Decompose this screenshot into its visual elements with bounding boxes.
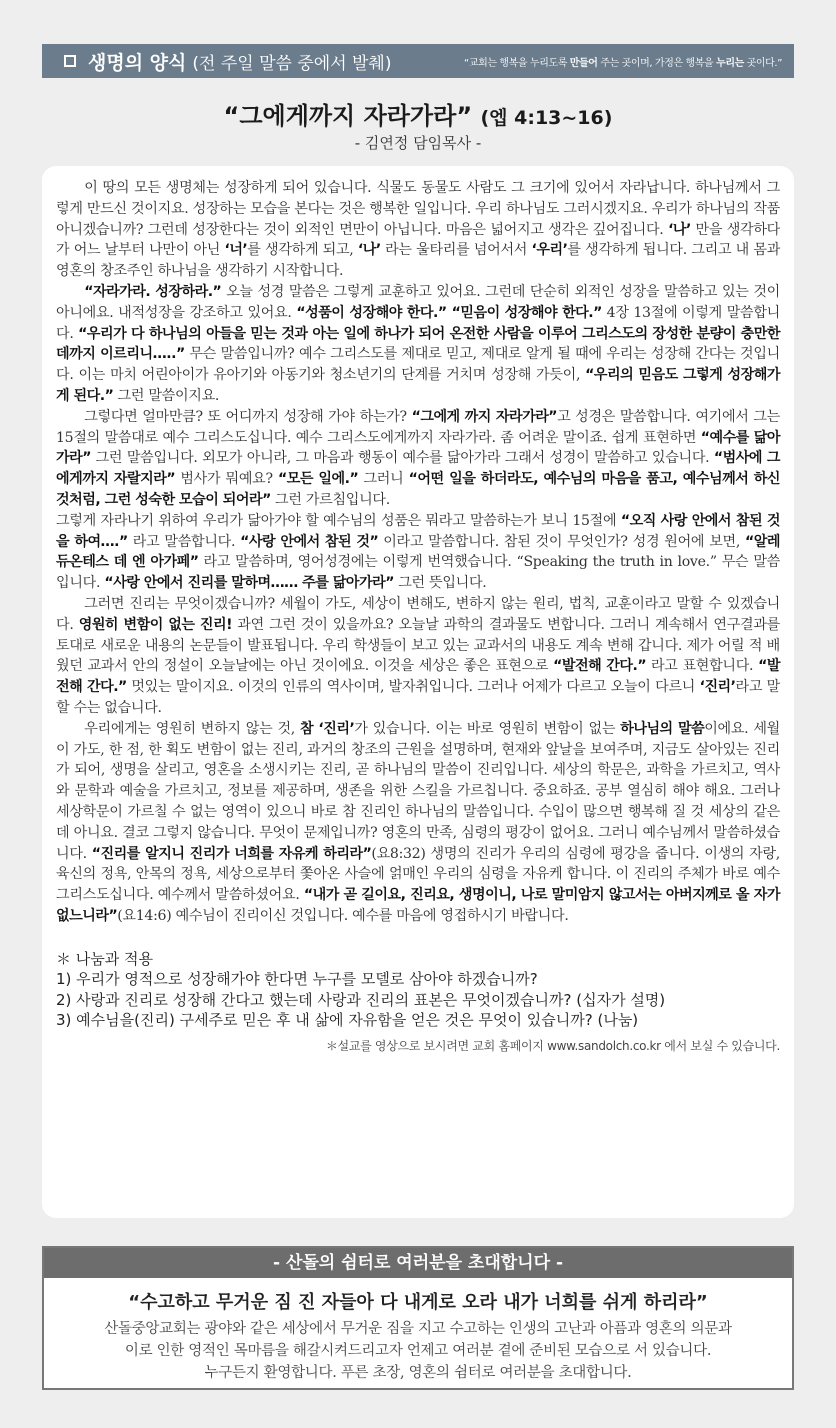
video-note: ＊설교를 영상으로 보시려면 교회 홈페이지 www.sandolch.co.kr 에서 보실 수 있습니다. xyxy=(325,1038,780,1053)
application-section xyxy=(56,949,780,1031)
preacher-name: - 김연정 담임목사 - xyxy=(354,134,482,152)
emphasis-text: ‘진리’ xyxy=(699,679,736,696)
emphasis-text: “발전해 간다.” xyxy=(553,658,647,675)
motto-part: 곳이다.” xyxy=(743,57,782,69)
emphasis-text: ‘나’ xyxy=(357,242,381,259)
church-motto xyxy=(464,54,782,69)
paragraph-text: 라고 말씀하며, 영어성경에는 이렇게 번역했습니다. “Speaking the truth in love.” 무슨 말씀입니다. xyxy=(56,554,780,592)
emphasis-text: “성품이 성장해야 한다.” “믿음이 성장해야 한다.” xyxy=(296,304,602,321)
emphasis-text: “어떤 일을 하더라도, 예수님의 마음을 품고, 예수님께서 하신 것처럼, 그런 성숙한 모습이 되어라” xyxy=(56,471,780,508)
paragraph-text: 우리에게는 영원히 변하지 않는 것, xyxy=(84,720,301,737)
invitation-box xyxy=(42,1246,794,1390)
paragraph-text: 이 땅의 모든 생명체는 성장하게 되어 있습니다. 식물도 동물도 사람도 그 크기에 있어서 자라납니다. 하나님께서 그렇게 만드신 것이지요. 성장하는 모습을 본다는 것은 행복한 일입니다. 우리 하나님도 그러시겠지요. 우리가 하나님의 작품 아니겠습니까? 그런데 성장한다는 것이 외적인 면만이 아닙니다. 마음은 넓어지고 생각은 깊어집니다. xyxy=(56,180,780,238)
emphasis-text: “모든 일에.” xyxy=(277,471,359,488)
paragraph-text: (요8:32) 생명의 진리가 우리의 심령에 평강을 줍니다. 이생의 자랑, 육신의 정욕, 안목의 정욕, 세상으로부터 쫓아온 사슬에 얽매인 우리의 심령을 자유케 합니다. 이 진리의 주체가 바로 예수 그리스도십니다. 예수께서 말씀하셨어요. xyxy=(56,845,780,904)
emphasis-text: “범사에 그에게까지 자랄지라” xyxy=(56,450,780,488)
paragraph-text: 그런 말씀이지요. xyxy=(113,387,220,404)
paragraph-text: 그런 뜻입니다. xyxy=(394,575,487,592)
sermon-title-text: “그에게까지 자라가라” xyxy=(223,102,473,130)
paragraph-text: (요14:6) 예수님이 진리이신 것입니다. 예수를 마음에 영접하시기 바랍니다. xyxy=(117,907,569,924)
emphasis-text: 영원히 변함이 없는 진리! xyxy=(78,616,233,633)
sermon-paragraph xyxy=(56,594,780,719)
emphasis-text: “자라가라. 성장하라.” xyxy=(84,283,222,300)
section-header xyxy=(42,44,794,78)
section-subtitle: (전 주일 말씀 중에서 발췌) xyxy=(192,53,392,74)
motto-emphasis: 누리는 xyxy=(716,57,744,69)
emphasis-text: ‘나’ xyxy=(668,221,691,238)
sermon-card xyxy=(42,166,794,1218)
invitation-line: 누구든지 환영합니다. 푸른 초장, 영혼의 쉼터로 여러분을 초대합니다. xyxy=(204,1365,632,1381)
sermon-paragraph xyxy=(56,719,780,927)
paragraph-text: 범사가 뭐예요? xyxy=(175,471,278,488)
paragraph-text: 그런 가르침입니다. xyxy=(270,491,390,508)
emphasis-text: “오직 사랑 안에서 참된 것을 하여….” xyxy=(56,512,780,550)
paragraph-text: 라고 표현합니다. xyxy=(646,658,759,675)
emphasis-text: “우리의 믿음도 그렇게 성장해가게 된다.” xyxy=(56,367,780,404)
sermon-paragraph xyxy=(56,511,780,594)
emphasis-text: 참 ‘진리’ xyxy=(300,720,355,737)
paragraph-text: 과연 그런 것이 있을까요? 오늘날 과학의 결과물도 변합니다. 그러니 계속해서 연구결과를 토대로 새로운 내용의 논문들이 발표됩니다. 우리 학생들이 보고 있는 교과서의 내용도 계속 변해 갑니다. 제가 어릴 적 배웠던 교과서 안의 정설이 오늘날에는 아닌 것이에요. 이것을 세상은 좋은 표현으로 xyxy=(56,616,780,675)
emphasis-text: “사랑 안에서 참된 것” xyxy=(240,533,379,550)
paragraph-text: 이라고 말씀합니다. 참된 것이 무엇인가? 성경 원어에 보면, xyxy=(378,533,745,550)
application-heading: ＊ 나눔과 적용 xyxy=(56,949,153,968)
paragraph-text: 그렇다면 얼마만큼? 또 어디까지 성장해 가야 하는가? xyxy=(84,408,412,425)
scripture-reference: (엡 4:13~16) xyxy=(480,107,613,129)
emphasis-text: “진리를 알지니 진리가 너희를 자유케 하리라” xyxy=(91,845,372,862)
paragraph-text: 그런 말씀입니다. 외모가 아니라, 그 마음과 행동이 예수를 닮아가라 그래서 성경이 말씀하고 있습니다. xyxy=(91,450,714,467)
sermon-title xyxy=(0,96,836,131)
paragraph-text: 만을 생각하다가 어느 날부터 나만이 아닌 xyxy=(56,221,780,259)
paragraph-text: 그러니 xyxy=(358,471,409,488)
paragraph-text: 무슨 말씀입니까? 예수 그리스도를 제대로 믿고, 제대로 알게 될 때에 우리는 성장해 간다는 것입니다. 이는 마치 어린아이가 유아기와 아동기와 청소년기의 단계를 거치며 성장해 가듯이, xyxy=(56,346,780,384)
emphasis-text: ‘너’ xyxy=(224,242,248,259)
paragraph-text: 를 생각하게 됩니다. 그리고 내 몸과 영혼의 창조주인 하나님을 생각하기 시작합니다. xyxy=(56,242,781,280)
emphasis-text: “내가 곧 길이요, 진리요, 생명이니, 나로 말미암지 않고서는 아버지께로 올 자가 없느니라” xyxy=(56,887,780,924)
invitation-line: 산돌중앙교회는 광야와 같은 세상에서 무거운 짐을 지고 수고하는 인생의 고난과 아픔과 영혼의 의문과 xyxy=(104,1321,732,1337)
paragraph-text: 를 생각하게 되고, xyxy=(247,242,358,259)
emphasis-text: “그에게 까지 자라가라” xyxy=(411,408,558,425)
invitation-heading: - 산돌의 쉼터로 여러분을 초대합니다 - xyxy=(44,1248,792,1278)
invitation-description xyxy=(44,1318,792,1384)
emphasis-text: “예수를 닮아가라” xyxy=(56,429,780,467)
emphasis-text: “알레듀온테스 데 엔 아가페” xyxy=(56,533,780,571)
paragraph-text: 라고 말할 수는 없습니다. xyxy=(56,679,780,716)
sermon-paragraph xyxy=(56,282,780,407)
paragraph-text: 멋있는 말이지요. 이것의 인류의 역사이며, 발자취입니다. 그러나 어제가 다르고 오늘이 다르니 xyxy=(126,679,700,696)
invitation-line: 이로 인한 영적인 목마름을 해갈시켜드리고자 언제고 여러분 곁에 준비된 모습으로 서 있습니다. xyxy=(124,1343,712,1359)
emphasis-text: “발전해 간다.” xyxy=(56,658,780,696)
sermon-body xyxy=(56,178,780,927)
paragraph-text: 그러면 진리는 무엇이겠습니까? 세월이 가도, 세상이 변해도, 변하지 않는 원리, 법칙, 교훈이라고 말할 수 있겠습니다. xyxy=(56,595,780,633)
paragraph-text: 4장 13절에 이렇게 말씀합니다. xyxy=(56,304,780,342)
invitation-verse: “수고하고 무거운 짐 진 자들아 다 내게로 오라 내가 너희를 쉬게 하리라” xyxy=(128,1292,708,1313)
sermon-paragraph xyxy=(56,407,780,511)
emphasis-text: “사랑 안에서 진리를 말하며…… 주를 닮아가라” xyxy=(104,575,395,592)
application-question: 2) 사랑과 진리로 성장해 간다고 했는데 사랑과 진리의 표본은 무엇이겠습니까? (십자가 설명) xyxy=(56,990,666,1009)
paragraph-text: 오늘 성경 말씀은 그렇게 교훈하고 있어요. 그런데 단순히 외적인 성장을 말씀하고 있는 것이 아니에요. 내적성장을 강조하고 있어요. xyxy=(56,283,780,321)
emphasis-text: ‘우리’ xyxy=(531,242,568,259)
motto-emphasis: 만들어 xyxy=(569,57,598,69)
emphasis-text: 하나님의 말씀 xyxy=(620,720,705,737)
paragraph-text: 라는 울타리를 넘어서서 xyxy=(380,242,532,259)
paragraph-text: 가 있습니다. 이는 바로 영원히 변함이 없는 xyxy=(354,720,621,737)
paragraph-text: 그렇게 자라나기 위하여 우리가 닮아가야 할 예수님의 성품은 뭐라고 말씀하는가 보니 15절에 xyxy=(56,512,621,529)
square-bullet-icon xyxy=(64,55,76,67)
application-question: 3) 예수님을(진리) 구세주로 믿은 후 내 삶에 자유함을 얻은 것은 무엇이 있습니까? (나눔) xyxy=(56,1011,639,1030)
paragraph-text: 이에요. 세월이 가도, 한 점, 한 획도 변함이 없는 진리, 과거의 창조의 근원을 설명하며, 현재와 앞날을 보여주며, 지금도 살아있는 진리가 되어, 생명을 살리고, 영혼을 소생시키는 진리, 곧 하나님의 말씀이 진리입니다. 세상의 학문은, 과학을 가르치고, 역사와 문학과 예술을 가르치고, 정보를 제공하며, 생존을 위한 스킬을 가르칩니다. 중요하죠. 공부 열심히 해야 해요. 그러나 세상학문이 가르칠 수 없는 영역이 있으니 바로 참 진리인 하나님의 말씀입니다. 수입이 많으면 행복해 질 것 세상의 같은데 아니요. 결코 그렇지 않습니다. 무엇이 문제입니까? 영혼의 만족, 심령의 평강이 없어요. 그러니 예수님께서 말씀하셨습니다. xyxy=(56,720,780,862)
section-title: 생명의 양식 xyxy=(88,51,187,74)
motto-part: 주는 곳이며, 가정은 행복을 xyxy=(597,57,717,69)
emphasis-text: “우리가 다 하나님의 아들을 믿는 것과 아는 일에 하나가 되어 온전한 사람을 이루어 그리스도의 장성한 분량이 충만한 데까지 이르리니…..” xyxy=(56,325,780,363)
sermon-paragraph xyxy=(56,178,780,282)
application-question: 1) 우리가 영적으로 성장해가야 한다면 누구를 모델로 삼아야 하겠습니까? xyxy=(56,970,538,989)
paragraph-text: 라고 말씀합니다. xyxy=(127,533,241,550)
motto-part: “교회는 행복을 누리도록 xyxy=(464,57,570,69)
paragraph-text: 고 성경은 말씀합니다. 여기에서 그는 15절의 말씀대로 예수 그리스도십니다. 예수 그리스도에게까지 자라가라. 좀 어려운 말이죠. 쉽게 표현하면 xyxy=(56,408,780,446)
